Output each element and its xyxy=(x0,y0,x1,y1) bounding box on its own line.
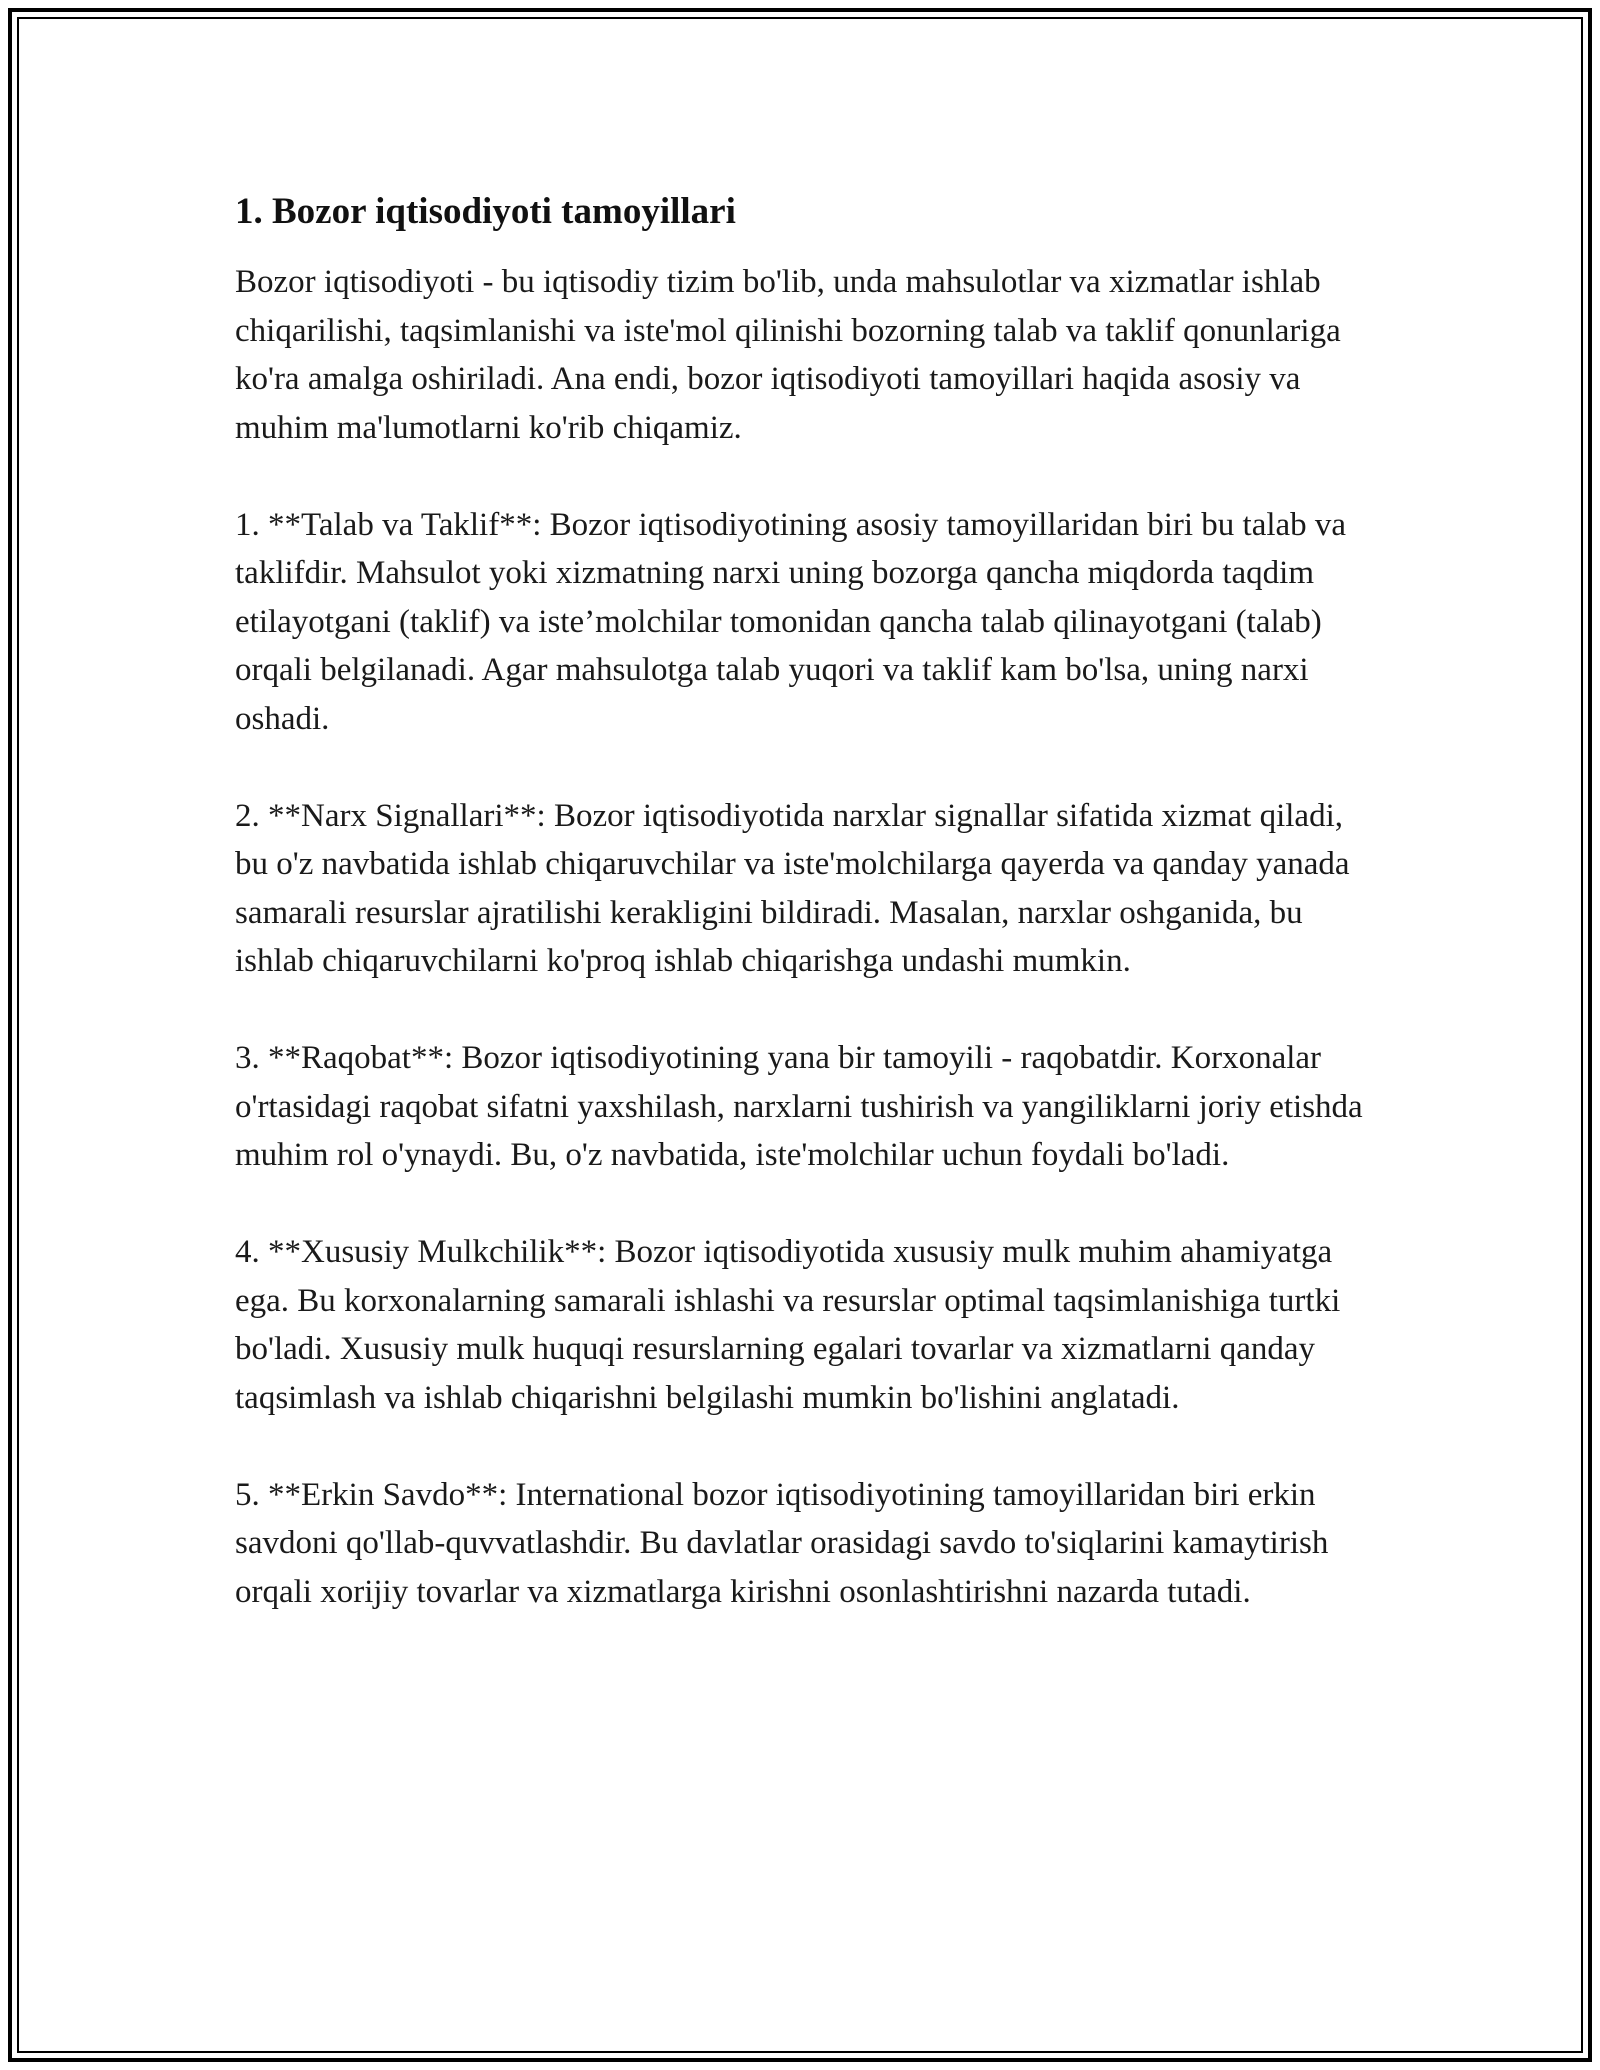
principle-supply-demand: 1. **Talab va Taklif**: Bozor iqtisodiyotining asosiy tamoyillaridan biri bu talab va taklifdir. Mahsulot yoki xizmatning narxi uning bozorga qancha miqdorda taqdim etilayotgani (taklif) va iste’molchilar tomonidan qancha talab qilinayotgani (talab) orqali belgilanadi. Agar mahsulotga talab yuqori va taklif kam bo'lsa, uning narxi oshadi. xyxy=(235,506,1347,737)
principle-free-trade: 5. **Erkin Savdo**: International bozor iqtisodiyotining tamoyillaridan biri erkin savdoni qo'llab-quvvatlashdir. Bu davlatlar orasidagi savdo to'siqlarini kamaytirish orqali xorijiy tovarlar va xizmatlarga kirishni osonlashtirishni nazarda tutadi. xyxy=(235,1476,1329,1610)
principle-price-signals: 2. **Narx Signallari**: Bozor iqtisodiyotida narxlar signallar sifatida xizmat qiladi, bu o'z navbatida ishlab chiqaruvchilar va iste'molchilarga qayerda va qanday yanada samarali resurslar ajratilishi kerakligini bildiradi. Masalan, narxlar oshganida, bu ishlab chiqaruvchilarni ko'proq ishlab chiqarishga undashi mumkin. xyxy=(235,797,1350,979)
document-title: 1. Bozor iqtisodiyoti tamoyillari xyxy=(235,191,736,232)
document-body xyxy=(235,188,1375,1616)
principle-private-property: 4. **Xususiy Mulkchilik**: Bozor iqtisodiyotida xususiy mulk muhim ahamiyatga ega. Bu korxonalarning samarali ishlashi va resurslar optimal taqsimlanishiga turtki bo'ladi. Xususiy mulk huquqi resurslarning egalari tovarlar va xizmatlarni qanday taqsimlash va ishlab chiqarishni belgilashi mumkin bo'lishini anglatadi. xyxy=(235,1234,1341,1416)
principle-competition: 3. **Raqobat**: Bozor iqtisodiyotining yana bir tamoyili - raqobatdir. Korxonalar o'rtasidagi raqobat sifatni yaxshilash, narxlarni tushirish va yangiliklarni joriy etishda muhim rol o'ynaydi. Bu, o'z navbatida, iste'molchilar uchun foydali bo'ladi. xyxy=(235,1040,1363,1173)
intro-paragraph: Bozor iqtisodiyoti - bu iqtisodiy tizim bo'lib, unda mahsulotlar va xizmatlar ishlab chiqarilishi, taqsimlanishi va iste'mol qilinishi bozorning talab va taklif qonunlariga ko'ra amalga oshiriladi. Ana endi, bozor iqtisodiyoti tamoyillari haqida asosiy va muhim ma'lumotlarni ko'rib chiqamiz. xyxy=(235,264,1341,446)
